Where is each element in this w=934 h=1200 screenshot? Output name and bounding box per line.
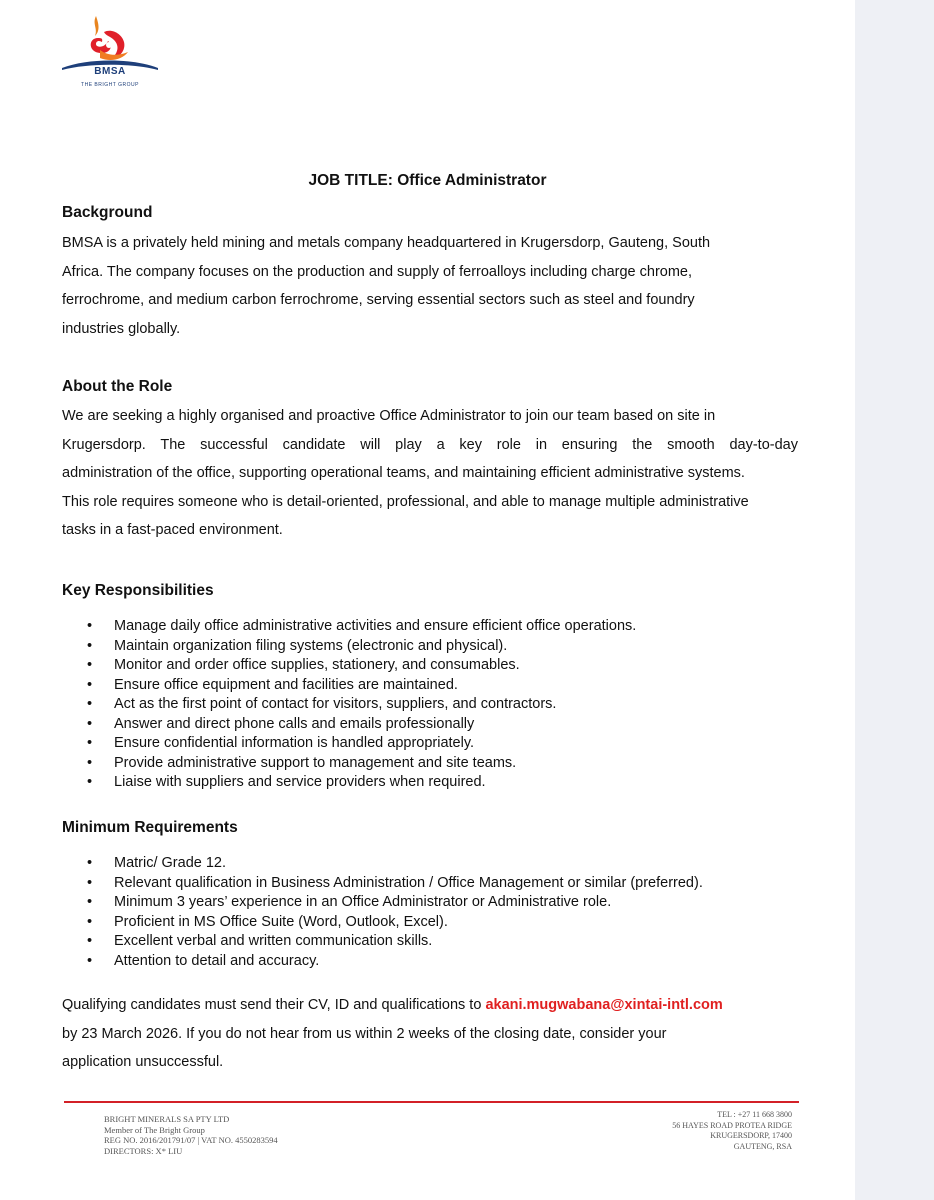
bullet-icon: • bbox=[87, 657, 93, 673]
closing-line: application unsuccessful. bbox=[62, 1054, 224, 1070]
role-line: administration of the office, supporting operational teams, and maintaining efficient administrative systems. bbox=[62, 465, 745, 481]
role-line: We are seeking a highly organised and proactive Office Administrator to join our team based on site in bbox=[62, 408, 716, 424]
footer-line: Member of The Bright Group bbox=[104, 1124, 205, 1135]
closing-lead: Qualifying candidates must send their CV, ID and qualifications to bbox=[62, 997, 486, 1013]
bullet-icon: • bbox=[87, 715, 93, 732]
list-item: • Minimum 3 years’ experience in an Office Administrator or Administrative role. bbox=[62, 893, 802, 913]
list-item: • Proficient in MS Office Suite (Word, Outlook, Excel). bbox=[62, 913, 802, 933]
background-line: BMSA is a privately held mining and metals company headquartered in Krugersdorp, Gauteng, South bbox=[62, 235, 711, 251]
closing-line: by 23 March 2026. If you do not hear from us within 2 weeks of the closing date, consider your bbox=[62, 1025, 667, 1042]
bullet-icon: • bbox=[87, 855, 93, 871]
background-line: ferrochrome, and medium carbon ferrochrome, serving essential sectors such as steel and foundry bbox=[62, 292, 695, 308]
viewer-side-margin bbox=[855, 0, 934, 1200]
list-item: • Liaise with suppliers and service providers when required. bbox=[62, 773, 802, 793]
footer-line: TEL : +27 11 668 3800 bbox=[717, 1110, 792, 1119]
closing-paragraph bbox=[62, 991, 798, 1077]
brand-tagline: THE BRIGHT GROUP bbox=[81, 82, 139, 88]
list-item: • Act as the first point of contact for visitors, suppliers, and contractors. bbox=[62, 695, 802, 715]
bullet-icon: • bbox=[87, 676, 93, 693]
footer-line: 56 HAYES ROAD PROTEA RIDGE bbox=[672, 1120, 792, 1130]
footer-divider bbox=[64, 1101, 799, 1103]
background-heading: Background bbox=[62, 204, 153, 221]
bullet-icon: • bbox=[87, 913, 93, 930]
footer-line: KRUGERSDORP, 17400 bbox=[710, 1131, 792, 1140]
list-item: • Monitor and order office supplies, stationery, and consumables. bbox=[62, 656, 802, 676]
role-line: This role requires someone who is detail-oriented, professional, and able to manage multiple administrative bbox=[62, 493, 749, 510]
bullet-icon: • bbox=[87, 754, 93, 771]
job-title: JOB TITLE: Office Administrator bbox=[308, 172, 547, 189]
closing-line bbox=[62, 991, 798, 1020]
role-line: tasks in a fast-paced environment. bbox=[62, 522, 283, 538]
footer-company-info bbox=[104, 1114, 278, 1156]
list-item: • Answer and direct phone calls and emails professionally bbox=[62, 715, 802, 735]
footer-contact-info bbox=[560, 1110, 792, 1152]
bullet-icon: • bbox=[87, 894, 93, 910]
contact-email-link[interactable]: akani.mugwabana@xintai-intl.com bbox=[485, 997, 723, 1013]
brand-name: BMSA bbox=[94, 66, 126, 77]
responsibilities-list bbox=[62, 617, 802, 793]
bullet-icon: • bbox=[87, 637, 93, 654]
responsibilities-heading: Key Responsibilities bbox=[62, 582, 214, 599]
list-item: • Ensure confidential information is handled appropriately. bbox=[62, 734, 802, 754]
requirements-heading: Minimum Requirements bbox=[62, 819, 238, 836]
list-item: • Manage daily office administrative activities and ensure efficient office operations. bbox=[62, 617, 802, 637]
bullet-icon: • bbox=[87, 774, 93, 790]
footer-line: REG NO. 2016/201791/07 | VAT NO. 4550283594 bbox=[104, 1135, 278, 1145]
role-paragraph bbox=[62, 402, 798, 545]
bullet-icon: • bbox=[87, 952, 93, 969]
bullet-icon: • bbox=[87, 735, 93, 751]
list-item: • Maintain organization filing systems (electronic and physical). bbox=[62, 637, 802, 657]
list-item: • Relevant qualification in Business Administration / Office Management or similar (preferred). bbox=[62, 874, 802, 894]
footer-line: BRIGHT MINERALS SA PTY LTD bbox=[104, 1114, 230, 1124]
bullet-icon: • bbox=[87, 618, 93, 634]
bullet-icon: • bbox=[87, 933, 93, 949]
bullet-icon: • bbox=[87, 696, 93, 712]
role-line: Krugersdorp. The successful candidate will play a key role in ensuring the smooth day-to-day bbox=[62, 436, 798, 453]
background-line: Africa. The company focuses on the production and supply of ferroalloys including charge chrome, bbox=[62, 263, 693, 280]
list-item: • Attention to detail and accuracy. bbox=[62, 952, 802, 972]
footer-line: GAUTENG, RSA bbox=[733, 1141, 792, 1151]
list-item: • Ensure office equipment and facilities are maintained. bbox=[62, 676, 802, 696]
role-heading: About the Role bbox=[62, 378, 173, 395]
list-item: • Provide administrative support to management and site teams. bbox=[62, 754, 802, 774]
background-paragraph bbox=[62, 229, 798, 343]
requirements-list bbox=[62, 854, 802, 971]
bullet-icon: • bbox=[87, 874, 93, 891]
footer-line: DIRECTORS: X* LIU bbox=[104, 1145, 183, 1156]
background-line: industries globally. bbox=[62, 320, 181, 337]
list-item: • Excellent verbal and written communication skills. bbox=[62, 932, 802, 952]
list-item: • Matric/ Grade 12. bbox=[62, 854, 802, 874]
